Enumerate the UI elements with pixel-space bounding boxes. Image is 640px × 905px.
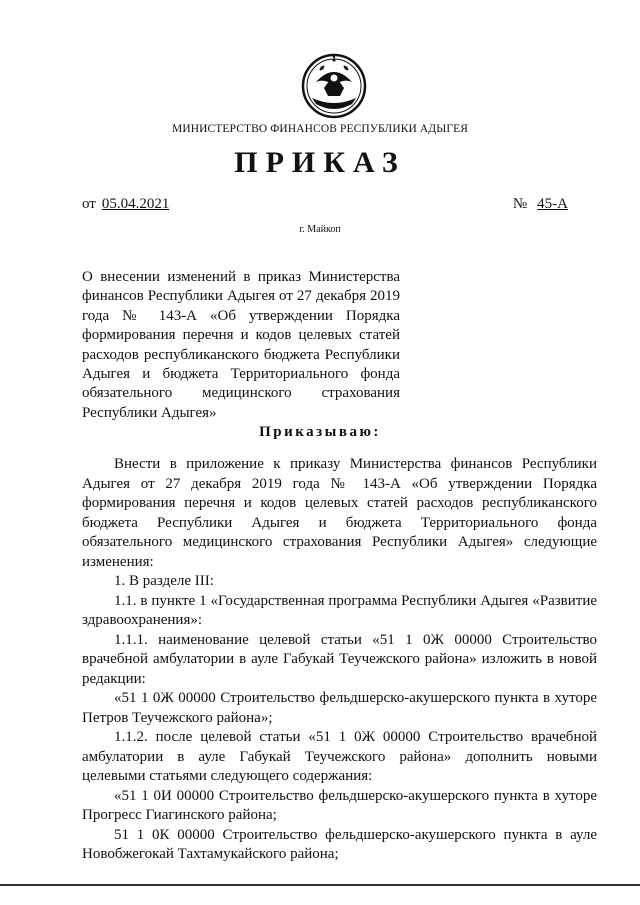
body-line: «51 1 0Ж 00000 Строительство фельдшерско-акушерского пункта в хуторе [114, 690, 597, 706]
body-line: 1. В разделе III: [114, 573, 214, 589]
document-number: 45-А [537, 196, 568, 212]
subject-line: Адыгея и бюджета Территориального фонда [82, 365, 400, 382]
body-line: Петров Теучежского района»; [82, 709, 273, 726]
body-text [82, 455, 597, 865]
page-bottom-rule [0, 884, 640, 886]
subject-line: финансов Республики Адыгея от 27 декабря 2019 [82, 288, 400, 305]
subject-block [82, 268, 400, 423]
city: г. Майкоп [299, 224, 341, 235]
subject-line: обязательного медицинского страхования [82, 385, 400, 402]
body-line: обязательного медицинского страхования Республики Адыгея» следующие [82, 534, 597, 550]
body-line: 1.1.1. наименование целевой статьи «51 1 0Ж 00000 Строительство [114, 631, 597, 648]
coat-of-arms-icon [298, 48, 370, 120]
subject-line: О внесении изменений в приказ Министерства [82, 269, 400, 285]
number-prefix: № [512, 196, 528, 212]
subject-line: года № 143-А «Об утверждении Порядка [82, 307, 400, 324]
body-line: «51 1 0И 00000 Строительство фельдшерско-акушерского пункта в хуторе [114, 787, 597, 804]
body-line: здравоохранения»: [82, 612, 203, 628]
body-line: изменения: [82, 553, 154, 570]
document-date: 05.04.2021 [101, 196, 170, 212]
subject-line: расходов республиканского бюджета Республики [82, 346, 400, 363]
number-row [513, 196, 568, 213]
body-line: врачебной амбулатории в ауле Габукай Теучежского района» изложить в новой [82, 651, 597, 667]
body-line: 1.1. в пункте 1 «Государственная программа Республики Адыгея «Развитие [114, 592, 597, 609]
body-line: 1.1.2. после целевой статьи «51 1 0Ж 00000 Строительство врачебной [114, 729, 597, 745]
body-line: Адыгея от 27 декабря 2019 года № 143-А «Об утверждении Порядка [82, 475, 597, 492]
body-line: Новобжегокай Тахтамукайского района; [82, 846, 339, 862]
body-line: Прогресс Гиагинского района; [82, 807, 277, 823]
body-line: 51 1 0К 00000 Строительство фельдшерско-акушерского пункта в ауле [114, 826, 597, 843]
subject-line: формирования перечня и кодов целевых статей [82, 327, 400, 344]
date-row [82, 196, 169, 213]
order-heading: Приказываю: [259, 424, 381, 440]
body-line: амбулатории в ауле Габукай Теучежского района» дополнить новыми [82, 748, 597, 765]
body-line: бюджета Республики Адыгея и бюджета Территориального фонда [82, 514, 597, 531]
date-prefix: от [82, 196, 96, 212]
subject-line: Республики Адыгея» [82, 404, 217, 421]
document-title: ПРИКАЗ [234, 146, 406, 179]
body-line: формирования перечня и кодов целевых статей расходов республиканского [82, 495, 597, 511]
body-line: Внести в приложение к приказу Министерства финансов Республики [114, 456, 597, 472]
ministry-name: МИНИСТЕРСТВО ФИНАНСОВ РЕСПУБЛИКИ АДЫГЕЯ [172, 123, 468, 135]
body-line: целевыми статьями следующего содержания: [82, 768, 373, 784]
body-line: редакции: [82, 670, 146, 687]
